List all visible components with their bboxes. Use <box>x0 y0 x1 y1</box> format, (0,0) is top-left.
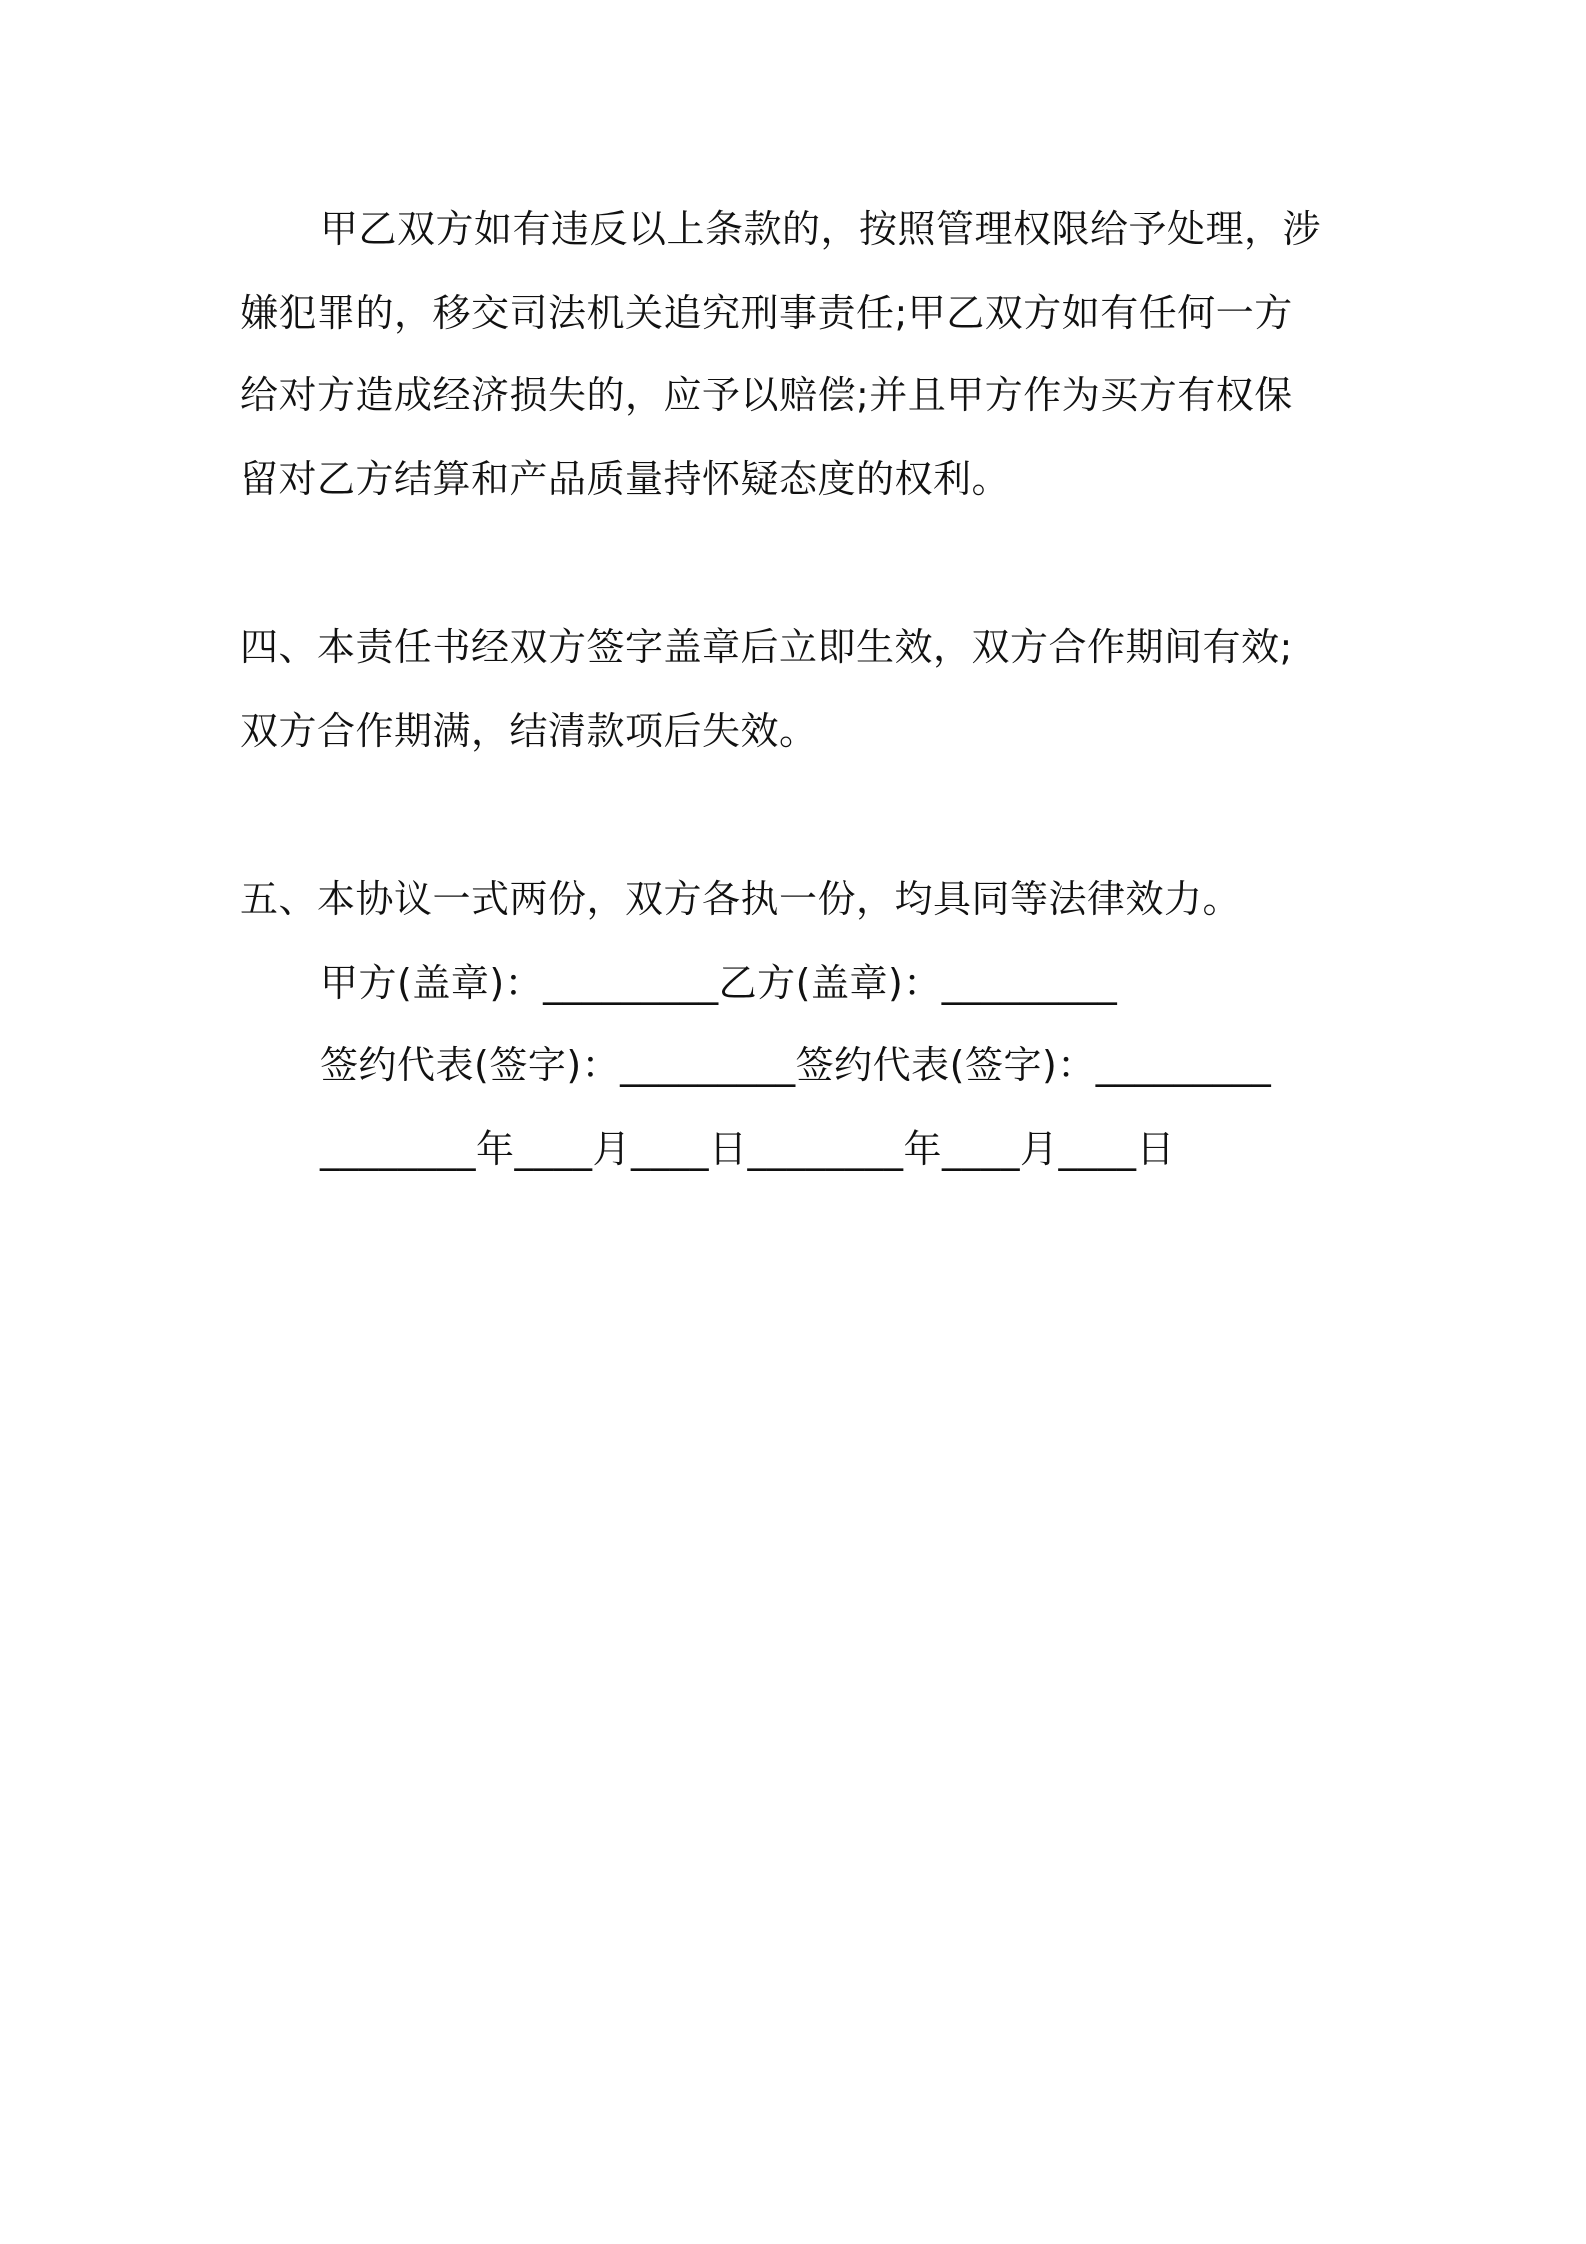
paragraph-1-line-4: 留对乙方结算和产品质量持怀疑态度的权利。 <box>240 457 1011 501</box>
paragraph-1-line-2: 嫌犯罪的，移交司法机关追究刑事责任;甲乙双方如有任何一方 <box>240 291 1293 335</box>
paragraph-2-line-1: 四、本责任书经双方签字盖章后立即生效，双方合作期间有效; <box>240 625 1293 669</box>
paragraph-3-line-1: 五、本协议一式两份，双方各执一份，均具同等法律效力。 <box>240 877 1242 921</box>
signature-representatives-line: 签约代表(签字)：_________签约代表(签字)：_________ <box>320 1043 1272 1087</box>
signature-dates-line: ________年____月____日________年____月____日 <box>320 1127 1176 1171</box>
paragraph-1-line-1: 甲乙双方如有违反以上条款的，按照管理权限给予处理，涉 <box>320 207 1322 251</box>
paragraph-1-line-3: 给对方造成经济损失的，应予以赔偿;并且甲方作为买方有权保 <box>240 373 1293 417</box>
signature-seals-line: 甲方(盖章)：_________乙方(盖章)：_________ <box>320 961 1118 1005</box>
paragraph-2-line-2: 双方合作期满，结清款项后失效。 <box>240 709 818 753</box>
